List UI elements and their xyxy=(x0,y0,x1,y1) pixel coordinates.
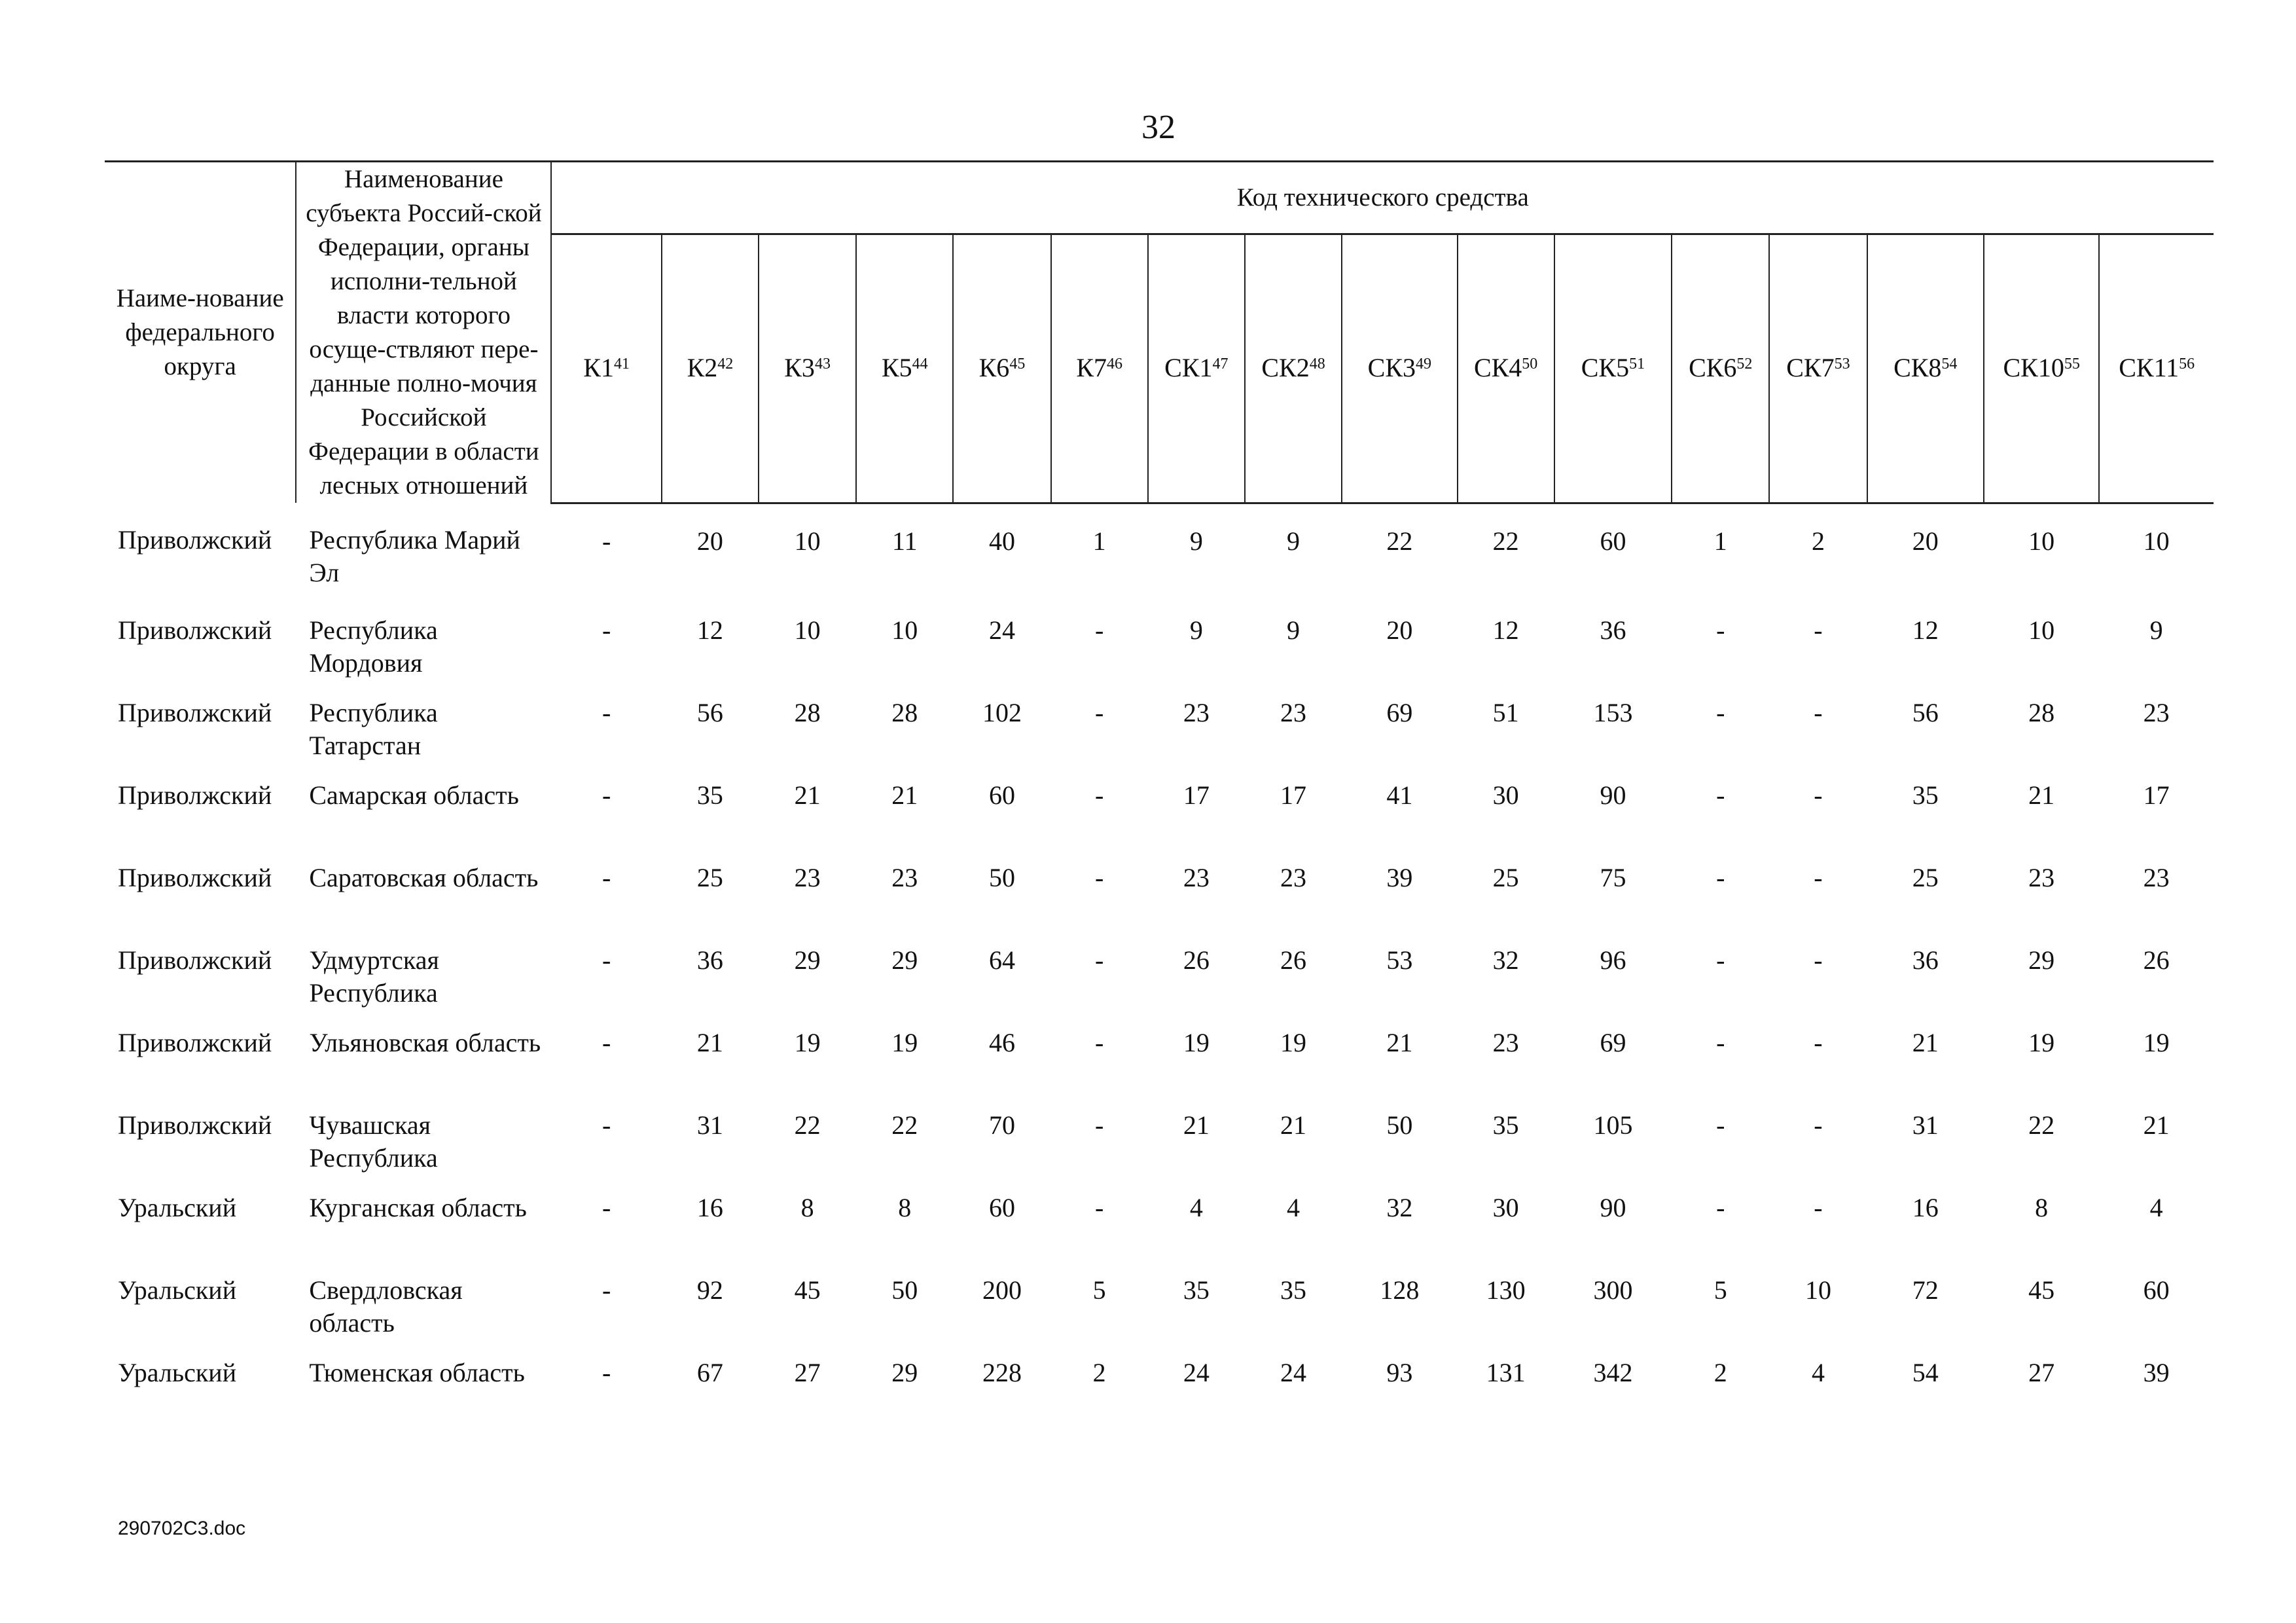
table-row xyxy=(105,1357,2214,1439)
code-header xyxy=(551,234,661,503)
table-row xyxy=(105,1109,2214,1192)
value-cell: 19 xyxy=(1183,1027,1210,1057)
subject-cell: Курганская область xyxy=(309,1192,527,1222)
value-cell: 25 xyxy=(1912,862,1939,892)
value-cell: 153 xyxy=(1593,697,1633,727)
code-name: К7 xyxy=(1076,353,1107,383)
value-cell: 1 xyxy=(1713,526,1727,556)
value-cell: - xyxy=(1814,862,1823,892)
value-cell: - xyxy=(1094,945,1104,975)
code-name: К3 xyxy=(784,353,815,383)
value-cell: 22 xyxy=(2028,1110,2055,1140)
value-cell: 5 xyxy=(1713,1275,1727,1305)
value-cell: - xyxy=(1716,862,1725,892)
subject-cell: Тюменская область xyxy=(309,1357,525,1387)
value-cell: 9 xyxy=(1189,615,1203,645)
value-cell: 60 xyxy=(1600,526,1626,556)
value-cell: 56 xyxy=(1912,697,1939,727)
value-cell: 21 xyxy=(794,780,821,810)
value-cell: 41 xyxy=(1386,780,1413,810)
value-cell: 22 xyxy=(1492,526,1519,556)
value-cell: - xyxy=(1814,945,1823,975)
value-cell: 35 xyxy=(1492,1110,1519,1140)
value-cell: 200 xyxy=(982,1275,1022,1305)
value-cell: 32 xyxy=(1492,945,1519,975)
code-header xyxy=(1554,234,1672,503)
value-cell: 30 xyxy=(1492,1192,1519,1222)
value-cell: 19 xyxy=(1280,1027,1307,1057)
value-cell: - xyxy=(1094,1110,1104,1140)
subject-cell: Ульяновская область xyxy=(309,1027,541,1057)
value-cell: 90 xyxy=(1600,780,1626,810)
value-cell: 102 xyxy=(982,697,1022,727)
value-cell: 46 xyxy=(988,1027,1015,1057)
value-cell: 21 xyxy=(1280,1110,1307,1140)
value-cell: 36 xyxy=(696,945,723,975)
value-cell: 10 xyxy=(1804,1275,1831,1305)
value-cell: 45 xyxy=(794,1275,821,1305)
value-cell: - xyxy=(601,697,611,727)
code-name: СК6 xyxy=(1689,353,1737,383)
value-cell: 128 xyxy=(1380,1275,1420,1305)
value-cell: 28 xyxy=(2028,697,2055,727)
code-footnote: 42 xyxy=(717,356,734,373)
value-cell: 56 xyxy=(696,697,723,727)
value-cell: 24 xyxy=(1183,1357,1210,1387)
value-cell: 17 xyxy=(1280,780,1307,810)
value-cell: 40 xyxy=(988,526,1015,556)
value-cell: 23 xyxy=(1183,697,1210,727)
value-cell: 45 xyxy=(2028,1275,2055,1305)
value-cell: 21 xyxy=(2143,1110,2170,1140)
value-cell: - xyxy=(1814,615,1823,645)
value-cell: 35 xyxy=(1912,780,1939,810)
value-cell: - xyxy=(1094,697,1104,727)
value-cell: - xyxy=(1814,780,1823,810)
subject-cell: Самарская область xyxy=(309,780,519,810)
value-cell: 4 xyxy=(1811,1357,1825,1387)
subject-cell: Удмуртская Республика xyxy=(309,945,439,1008)
value-cell: 20 xyxy=(696,526,723,556)
value-cell: - xyxy=(601,945,611,975)
table-row xyxy=(105,944,2214,1027)
code-name: СК10 xyxy=(2003,353,2064,383)
subject-cell: Республика Мордовия xyxy=(309,615,438,678)
district-cell: Приволжский xyxy=(118,862,272,892)
value-cell: 23 xyxy=(2143,697,2170,727)
value-cell: 131 xyxy=(1486,1357,1526,1387)
value-cell: 35 xyxy=(1280,1275,1307,1305)
code-name: К2 xyxy=(687,353,718,383)
value-cell: 9 xyxy=(1189,526,1203,556)
value-cell: 25 xyxy=(696,862,723,892)
district-cell: Приволжский xyxy=(118,1110,272,1140)
value-cell: - xyxy=(1094,1027,1104,1057)
code-name: СК8 xyxy=(1893,353,1942,383)
code-header xyxy=(1769,234,1867,503)
value-cell: - xyxy=(601,1192,611,1222)
code-header xyxy=(1148,234,1245,503)
value-cell: 39 xyxy=(1386,862,1413,892)
value-cell: 10 xyxy=(2143,526,2170,556)
value-cell: 75 xyxy=(1600,862,1626,892)
value-cell: 22 xyxy=(1386,526,1413,556)
subject-cell: Республика Татарстан xyxy=(309,697,438,760)
value-cell: 60 xyxy=(2143,1275,2170,1305)
value-cell: 19 xyxy=(2143,1027,2170,1057)
code-footnote: 51 xyxy=(1629,356,1645,373)
value-cell: 19 xyxy=(891,1027,918,1057)
code-footnote: 45 xyxy=(1009,356,1026,373)
value-cell: 4 xyxy=(1189,1192,1203,1222)
value-cell: 12 xyxy=(1492,615,1519,645)
value-cell: 96 xyxy=(1600,945,1626,975)
value-cell: 25 xyxy=(1492,862,1519,892)
value-cell: 22 xyxy=(794,1110,821,1140)
district-cell: Приволжский xyxy=(118,1027,272,1057)
value-cell: 342 xyxy=(1593,1357,1633,1387)
value-cell: 10 xyxy=(794,526,821,556)
district-cell: Уральский xyxy=(118,1192,237,1222)
code-group-header: Код технического средства xyxy=(551,162,2214,234)
value-cell: 21 xyxy=(1386,1027,1413,1057)
value-cell: 35 xyxy=(696,780,723,810)
value-cell: - xyxy=(601,1357,611,1387)
code-header xyxy=(1672,234,1769,503)
value-cell: 32 xyxy=(1386,1192,1413,1222)
code-footnote: 56 xyxy=(2179,356,2195,373)
value-cell: 54 xyxy=(1912,1357,1939,1387)
value-cell: 20 xyxy=(1386,615,1413,645)
value-cell: 29 xyxy=(891,1357,918,1387)
code-name: СК1 xyxy=(1164,353,1213,383)
value-cell: 23 xyxy=(2028,862,2055,892)
subject-cell: Саратовская область xyxy=(309,862,539,892)
value-cell: 9 xyxy=(2149,615,2163,645)
value-cell: 39 xyxy=(2143,1357,2170,1387)
value-cell: 72 xyxy=(1912,1275,1939,1305)
code-name: СК2 xyxy=(1261,353,1310,383)
value-cell: 23 xyxy=(1183,862,1210,892)
value-cell: 23 xyxy=(1280,697,1307,727)
subject-cell: Республика Марий Эл xyxy=(309,525,520,587)
value-cell: - xyxy=(1814,1027,1823,1057)
code-name: СК3 xyxy=(1367,353,1416,383)
value-cell: 21 xyxy=(696,1027,723,1057)
code-footnote: 55 xyxy=(2064,356,2080,373)
code-header xyxy=(759,234,856,503)
code-header xyxy=(662,234,759,503)
subject-column-header: Наименование субъекта Россий-ской Федерации, органы исполни-тельной власти которого осуще-ствляют пере-данные полно-мочия Российской Федерации в области лесных отношений xyxy=(296,162,551,503)
code-name: К1 xyxy=(583,353,614,383)
value-cell: 70 xyxy=(988,1110,1015,1140)
district-cell: Уральский xyxy=(118,1357,237,1387)
value-cell: 16 xyxy=(1912,1192,1939,1222)
code-header xyxy=(1984,234,2099,503)
value-cell: 10 xyxy=(794,615,821,645)
value-cell: 31 xyxy=(696,1110,723,1140)
code-name: СК7 xyxy=(1786,353,1835,383)
code-name: К6 xyxy=(978,353,1010,383)
value-cell: 105 xyxy=(1593,1110,1633,1140)
district-column-header: Наиме-нование федерального округа xyxy=(105,162,296,503)
district-cell: Уральский xyxy=(118,1275,237,1305)
code-footnote: 48 xyxy=(1309,356,1325,373)
value-cell: - xyxy=(601,1027,611,1057)
value-cell: - xyxy=(601,862,611,892)
value-cell: 64 xyxy=(988,945,1015,975)
value-cell: - xyxy=(1716,615,1725,645)
value-cell: 8 xyxy=(800,1192,814,1222)
value-cell: 22 xyxy=(891,1110,918,1140)
district-cell: Приволжский xyxy=(118,697,272,727)
page-number: 32 xyxy=(1141,109,1175,146)
value-cell: 23 xyxy=(1280,862,1307,892)
table-row xyxy=(105,779,2214,862)
code-header xyxy=(953,234,1050,503)
value-cell: 90 xyxy=(1600,1192,1626,1222)
value-cell: 51 xyxy=(1492,697,1519,727)
code-name: СК11 xyxy=(2119,353,2179,383)
value-cell: - xyxy=(1094,615,1104,645)
value-cell: 17 xyxy=(1183,780,1210,810)
value-cell: 36 xyxy=(1600,615,1626,645)
value-cell: 11 xyxy=(892,526,918,556)
value-cell: 130 xyxy=(1486,1275,1526,1305)
value-cell: 27 xyxy=(794,1357,821,1387)
value-cell: 21 xyxy=(1183,1110,1210,1140)
district-cell: Приволжский xyxy=(118,525,272,555)
subject-cell: Чувашская Республика xyxy=(309,1110,438,1173)
value-cell: 2 xyxy=(1811,526,1825,556)
value-cell: 24 xyxy=(1280,1357,1307,1387)
table-row xyxy=(105,1027,2214,1109)
value-cell: - xyxy=(1814,697,1823,727)
code-footnote: 47 xyxy=(1212,356,1229,373)
code-footnote: 53 xyxy=(1834,356,1850,373)
value-cell: 26 xyxy=(1280,945,1307,975)
value-cell: 16 xyxy=(696,1192,723,1222)
value-cell: 21 xyxy=(2028,780,2055,810)
value-cell: 23 xyxy=(2143,862,2170,892)
value-cell: 17 xyxy=(2143,780,2170,810)
code-footnote: 50 xyxy=(1522,356,1538,373)
value-cell: 21 xyxy=(1912,1027,1939,1057)
value-cell: 93 xyxy=(1386,1357,1413,1387)
code-footnote: 52 xyxy=(1736,356,1753,373)
value-cell: 27 xyxy=(2028,1357,2055,1387)
value-cell: - xyxy=(601,780,611,810)
table-row xyxy=(105,503,2214,614)
district-cell: Приволжский xyxy=(118,615,272,645)
value-cell: - xyxy=(601,615,611,645)
value-cell: 23 xyxy=(891,862,918,892)
value-cell: 60 xyxy=(988,1192,1015,1222)
code-header xyxy=(1245,234,1342,503)
value-cell: 300 xyxy=(1593,1275,1633,1305)
value-cell: 19 xyxy=(794,1027,821,1057)
code-footnote: 43 xyxy=(814,356,831,373)
value-cell: - xyxy=(601,1275,611,1305)
value-cell: 8 xyxy=(2035,1192,2049,1222)
code-name: К5 xyxy=(881,353,912,383)
table-row xyxy=(105,697,2214,779)
value-cell: 228 xyxy=(982,1357,1022,1387)
value-cell: 20 xyxy=(1912,526,1939,556)
table-row xyxy=(105,1274,2214,1357)
code-name: СК5 xyxy=(1581,353,1630,383)
value-cell: 28 xyxy=(794,697,821,727)
code-footnote: 54 xyxy=(1941,356,1958,373)
value-cell: 50 xyxy=(1386,1110,1413,1140)
value-cell: - xyxy=(1716,1110,1725,1140)
value-cell: 50 xyxy=(988,862,1015,892)
value-cell: 21 xyxy=(891,780,918,810)
value-cell: 36 xyxy=(1912,945,1939,975)
value-cell: - xyxy=(1716,697,1725,727)
table-row xyxy=(105,614,2214,697)
value-cell: 30 xyxy=(1492,780,1519,810)
value-cell: 5 xyxy=(1092,1275,1106,1305)
value-cell: - xyxy=(1814,1192,1823,1222)
value-cell: 24 xyxy=(988,615,1015,645)
value-cell: - xyxy=(601,526,611,556)
value-cell: 26 xyxy=(1183,945,1210,975)
code-footnote: 49 xyxy=(1416,356,1431,373)
value-cell: 2 xyxy=(1092,1357,1106,1387)
value-cell: 23 xyxy=(794,862,821,892)
value-cell: 26 xyxy=(2143,945,2170,975)
value-cell: 10 xyxy=(2028,615,2055,645)
value-cell: 29 xyxy=(794,945,821,975)
value-cell: 9 xyxy=(1287,526,1300,556)
value-cell: 31 xyxy=(1912,1110,1939,1140)
value-cell: 19 xyxy=(2028,1027,2055,1057)
value-cell: 8 xyxy=(898,1192,912,1222)
value-cell: - xyxy=(1716,780,1725,810)
value-cell: 4 xyxy=(2149,1192,2163,1222)
code-header xyxy=(1051,234,1148,503)
value-cell: 9 xyxy=(1287,615,1300,645)
code-header xyxy=(856,234,953,503)
value-cell: 60 xyxy=(988,780,1015,810)
value-cell: 29 xyxy=(891,945,918,975)
code-header xyxy=(2099,234,2214,503)
value-cell: 28 xyxy=(891,697,918,727)
value-cell: 12 xyxy=(1912,615,1939,645)
code-header xyxy=(1867,234,1984,503)
code-header xyxy=(1458,234,1554,503)
value-cell: 23 xyxy=(1492,1027,1519,1057)
technical-means-table xyxy=(105,160,2214,1439)
document-filename: 290702С3.doc xyxy=(118,1518,246,1539)
code-name: СК4 xyxy=(1473,353,1522,383)
value-cell: 29 xyxy=(2028,945,2055,975)
value-cell: - xyxy=(1716,945,1725,975)
table-row xyxy=(105,1192,2214,1274)
value-cell: 35 xyxy=(1183,1275,1210,1305)
value-cell: - xyxy=(1094,862,1104,892)
value-cell: 12 xyxy=(696,615,723,645)
district-cell: Приволжский xyxy=(118,945,272,975)
value-cell: 92 xyxy=(696,1275,723,1305)
value-cell: - xyxy=(1094,780,1104,810)
value-cell: 50 xyxy=(891,1275,918,1305)
subject-cell: Свердловская область xyxy=(309,1275,463,1338)
value-cell: 4 xyxy=(1287,1192,1300,1222)
value-cell: - xyxy=(1814,1110,1823,1140)
value-cell: - xyxy=(601,1110,611,1140)
value-cell: - xyxy=(1716,1192,1725,1222)
code-footnote: 41 xyxy=(613,356,630,373)
code-header xyxy=(1342,234,1457,503)
value-cell: 67 xyxy=(696,1357,723,1387)
value-cell: 10 xyxy=(2028,526,2055,556)
table-row xyxy=(105,862,2214,944)
code-footnote: 44 xyxy=(912,356,928,373)
district-cell: Приволжский xyxy=(118,780,272,810)
value-cell: 69 xyxy=(1386,697,1413,727)
value-cell: - xyxy=(1716,1027,1725,1057)
value-cell: 1 xyxy=(1092,526,1106,556)
value-cell: - xyxy=(1094,1192,1104,1222)
value-cell: 69 xyxy=(1600,1027,1626,1057)
code-footnote: 46 xyxy=(1107,356,1122,373)
value-cell: 10 xyxy=(891,615,918,645)
value-cell: 53 xyxy=(1386,945,1413,975)
value-cell: 2 xyxy=(1713,1357,1727,1387)
